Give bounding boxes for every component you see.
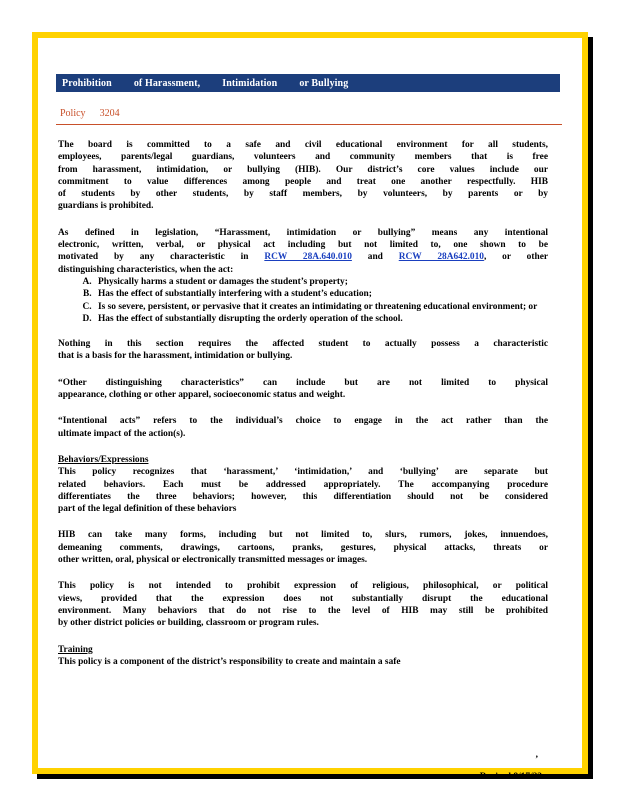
header-divider (56, 124, 562, 125)
text-line: by other district policies or building, classroom or program rules. (58, 618, 319, 629)
list-item: C. Is so severe, persistent, or pervasive that it creates an intimidating or threatening educational environment; or (94, 301, 548, 313)
behaviors-heading: Behaviors/Expressions (58, 454, 149, 465)
text-line: related behaviors. Each must be addressed appropriately. The accompanying procedure (58, 479, 548, 490)
paragraph-commitment (58, 139, 548, 213)
text-line: guardians is prohibited. (58, 201, 154, 212)
text-line: “Other distinguishing characteristics” can include but are not limited to physical (58, 377, 548, 388)
text-line: HIB can take many forms, including but not limited to, slurs, rumors, jokes, innuendoes, (58, 530, 548, 541)
text-line-with-links (58, 251, 548, 263)
text-line: distinguishing characteristics, when the act: (58, 264, 234, 275)
act-criteria-list (58, 276, 548, 325)
text-fragment: motivated by any characteristic in (58, 252, 249, 263)
list-item: B. Has the effect of substantially interfering with a student’s education; (94, 288, 548, 300)
text-line: part of the legal definition of these behaviors (58, 504, 237, 515)
title-word-4: or Bullying (299, 77, 349, 89)
title-word-1: Prohibition (62, 77, 112, 89)
page-frame (32, 32, 588, 782)
trailing-comma: , (535, 750, 538, 760)
text-line: ultimate impact of the action(s). (58, 428, 186, 439)
text-line: employees, parents/legal guardians, volunteers and community members that is free (58, 152, 548, 163)
list-item: A. Physically harms a student or damages the student’s property; (94, 276, 548, 288)
paragraph-expression (58, 580, 548, 629)
text-line: views, provided that the expression does not substantially disrupt the educational (58, 593, 548, 604)
text-line: demeaning comments, drawings, cartoons, pranks, gestures, physical attacks, threats or (58, 542, 548, 553)
text-line: “Intentional acts” refers to the individual’s choice to engage in the act rather than the (58, 416, 548, 427)
text-line: from harassment, intimidation, or bullying (HIB). Our district’s core values include our (58, 164, 548, 175)
text-line: This policy is a component of the district’s responsibility to create and maintain a safe (58, 656, 401, 667)
text-line: This policy is not intended to prohibit expression of religious, philosophical, or political (58, 581, 548, 592)
paragraph-forms (58, 529, 548, 566)
text-line: of students by other students, by staff members, by volunteers, by parents or by (58, 189, 548, 200)
policy-body (58, 139, 548, 668)
text-line: commitment to value differences among people and treat one another respectfully. HIB (58, 176, 548, 187)
list-item: D. Has the effect of substantially disrupting the orderly operation of the school. (94, 313, 548, 325)
revised-date: Revised 8/17/22 (479, 772, 542, 782)
rcw-link-642[interactable]: RCW 28A642.010 (398, 252, 484, 263)
text-line: differentiates the three behaviors; however, this differentiation should not be considered (58, 491, 548, 502)
paragraph-behaviors (58, 466, 548, 515)
text-fragment: and (367, 252, 383, 263)
text-line: appearance, clothing or other apparel, socioeconomic status and weight. (58, 390, 346, 401)
policy-number: 3204 (99, 108, 120, 119)
text-fragment: , or other (483, 252, 549, 263)
text-line: Nothing in this section requires the affected student to actually possess a characteristic (58, 339, 548, 350)
paragraph-intentional-acts (58, 415, 548, 440)
policy-title-bar (56, 74, 560, 92)
text-line: As defined in legislation, “Harassment, intimidation or bullying” means any intentional (58, 227, 548, 238)
rcw-link-640[interactable]: RCW 28A.640.010 (264, 252, 352, 263)
text-line: other written, oral, physical or electronically transmitted messages or images. (58, 555, 368, 566)
text-line: The board is committed to a safe and civil educational environment for all students, (58, 140, 548, 150)
text-line: This policy recognizes that ‘harassment,’ ‘intimidation,’ and ‘bullying’ are separate but (58, 467, 548, 478)
text-line: electronic, written, verbal, or physical act including but not limited to, one shown to be (58, 240, 548, 251)
paragraph-characteristic (58, 338, 548, 363)
paragraph-definition (58, 227, 548, 276)
training-heading: Training (58, 644, 93, 655)
policy-label: Policy (60, 108, 86, 119)
text-line: that is a basis for the harassment, intimidation or bullying. (58, 351, 293, 362)
paragraph-other-characteristics (58, 377, 548, 402)
text-line: environment. Many behaviors that do not rise to the level of HIB may still be prohibited (58, 605, 548, 616)
policy-number-line (60, 108, 134, 119)
title-word-3: Intimidation (222, 77, 278, 89)
title-word-2: of Harassment, (133, 77, 201, 89)
